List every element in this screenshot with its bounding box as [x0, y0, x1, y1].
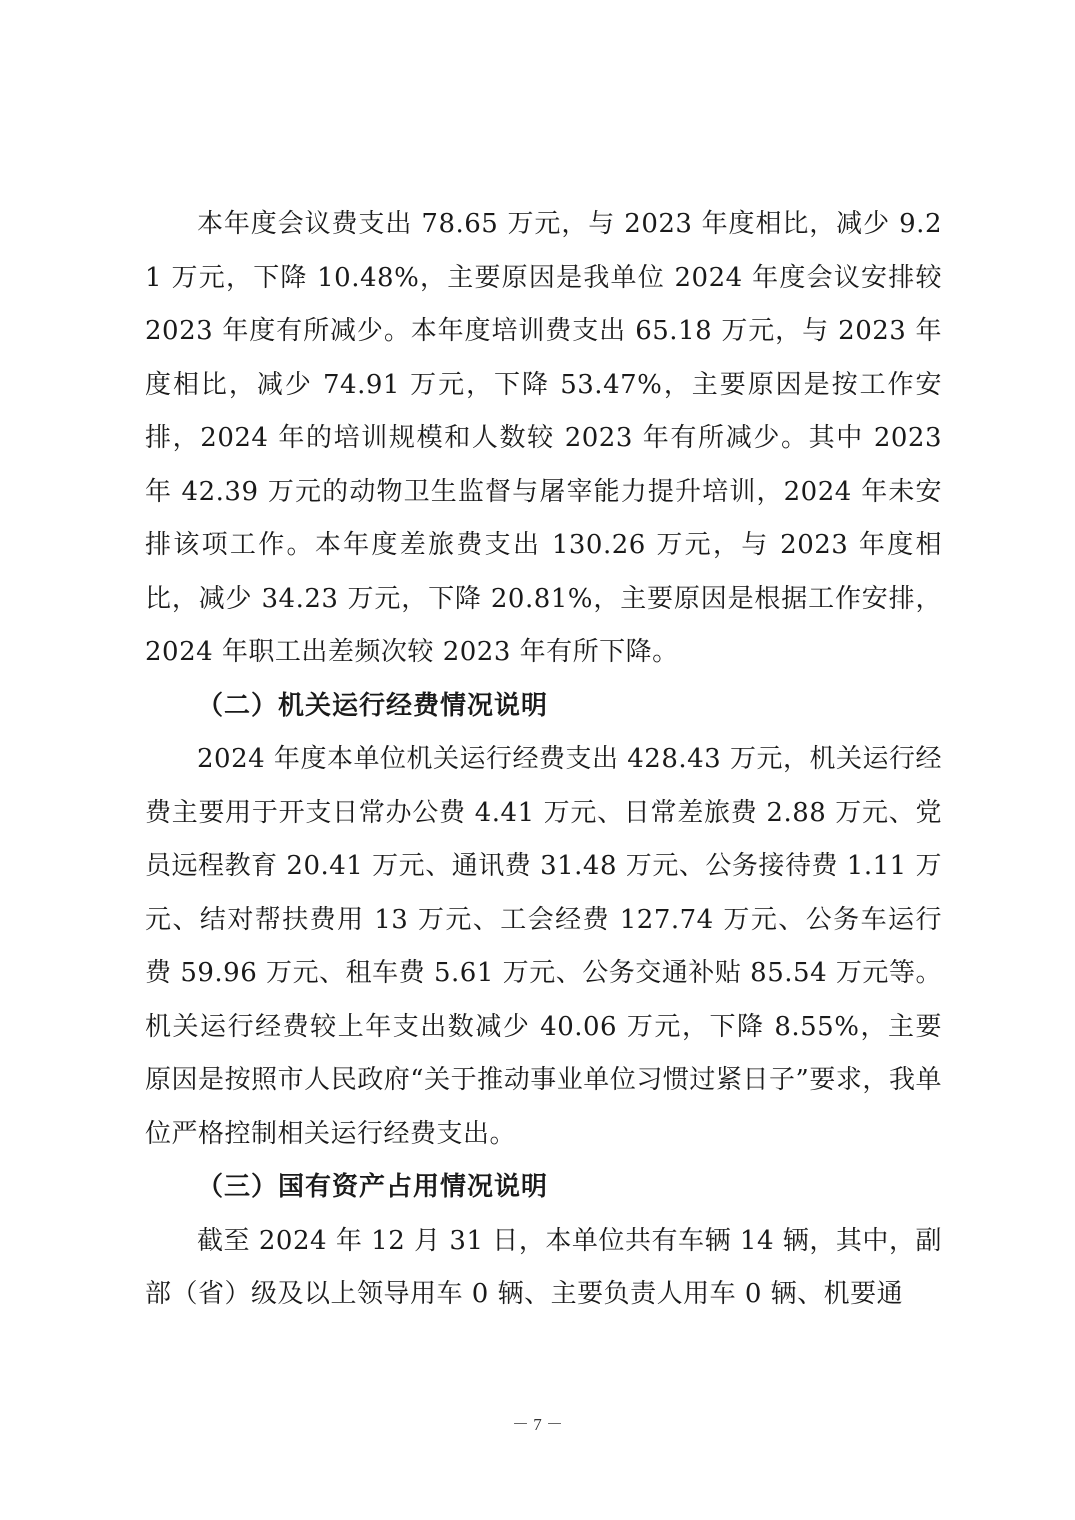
section-heading-operating-expenses: （二）机关运行经费情况说明 — [197, 690, 549, 721]
paragraph-state-assets: 截至 2024 年 12 月 31 日，本单位共有车辆 14 辆，其中，副部（省）级及以上领导用车 0 辆、主要负责人用车 0 辆、机要通 — [145, 1225, 942, 1309]
section-heading-state-assets: （三）国有资产占用情况说明 — [197, 1172, 549, 1202]
page-number: － 7 － — [512, 1415, 563, 1434]
paragraph-meeting-training-travel-expenses: 本年度会议费支出 78.65 万元，与 2023 年度相比，减少 9.21 万元，下降 10.48%，主要原因是我单位 2024 年度会议安排较 2023 年度有所减少。本年度培训费支出 65.18 万元，与 2023 年度相比，减少 74.91 万元，下降 53.47%，主要原因是按工作安排，2024 年的培训规模和人数较 2023 年有所减少。其中 2023 年 42.39 万元的动物卫生监督与屠宰能力提升培训，2024 年未安排该项工作。本年度差旅费支出 130.26 万元，与 2023 年度相比，减少 34.23 万元，下降 20.81%，主要原因是根据工作安排，2024 年职工出差频次较 2023 年有所下降。 — [145, 209, 942, 667]
document-page — [145, 198, 942, 1322]
paragraph-operating-expenses: 2024 年度本单位机关运行经费支出 428.43 万元，机关运行经费主要用于开支日常办公费 4.41 万元、日常差旅费 2.88 万元、党员远程教育 20.41 万元、通讯费 31.48 万元、公务接待费 1.11 万元、结对帮扶费用 13 万元、工会经费 127.74 万元、公务车运行费 59.96 万元、租车费 5.61 万元、公务交通补贴 85.54 万元等。机关运行经费较上年支出数减少 40.06 万元，下降 8.55%，主要原因是按照市人民政府“关于推动事业单位习惯过紧日子”要求，我单位严格控制相关运行经费支出。 — [145, 744, 942, 1149]
